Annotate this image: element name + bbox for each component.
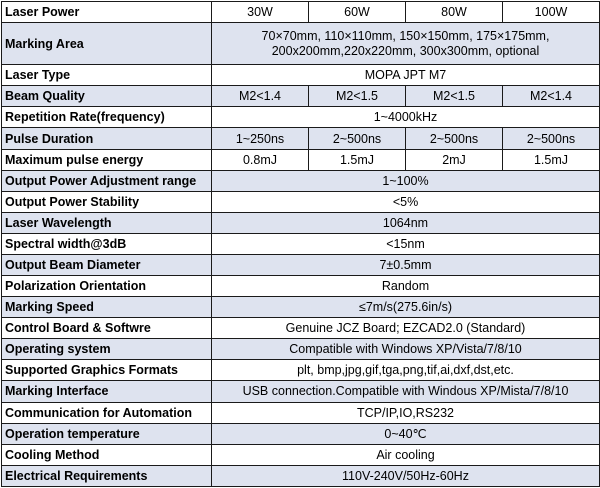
row-value: Genuine JCZ Board; EZCAD2.0 (Standard) xyxy=(212,318,600,339)
cell-value: M2<1.4 xyxy=(503,86,600,107)
row-label: Output Beam Diameter xyxy=(2,254,212,275)
row-value: TCP/IP,IO,RS232 xyxy=(212,402,600,423)
row-value: Random xyxy=(212,276,600,297)
table-row-laser-power xyxy=(2,2,600,23)
table-row-spectral-width xyxy=(2,233,600,254)
cell-value: 2~500ns xyxy=(309,128,406,149)
table-row-beam-diameter xyxy=(2,254,600,275)
row-label: Marking Speed xyxy=(2,297,212,318)
table-row-laser-type xyxy=(2,65,600,86)
cell-value: 2mJ xyxy=(406,149,503,170)
row-value xyxy=(212,23,600,65)
cell-value: M2<1.4 xyxy=(212,86,309,107)
row-label: Marking Area xyxy=(2,23,212,65)
table-row-max-pulse-energy xyxy=(2,149,600,170)
row-value: 0~40℃ xyxy=(212,423,600,444)
value-line: 200x200mm,220x220mm, 300x300mm, optional xyxy=(271,43,540,58)
row-value: plt, bmp,jpg,gif,tga,png,tif,ai,dxf,dst,etc. xyxy=(212,360,600,381)
row-label: Communication for Automation xyxy=(2,402,212,423)
row-label: Pulse Duration xyxy=(2,128,212,149)
row-label: Control Board & Softwre xyxy=(2,318,212,339)
row-value: 1~4000kHz xyxy=(212,107,600,128)
table-row-power-stability xyxy=(2,191,600,212)
row-label: Operating system xyxy=(2,339,212,360)
table-row-pulse-duration xyxy=(2,128,600,149)
value-line: 70×70mm, 110×110mm, 150×150mm, 175×175mm, xyxy=(261,28,550,43)
row-label: Maximum pulse energy xyxy=(2,149,212,170)
table-row-repetition-rate xyxy=(2,107,600,128)
cell-value: M2<1.5 xyxy=(406,86,503,107)
power-80w: 80W xyxy=(406,2,503,23)
row-label: Repetition Rate(frequency) xyxy=(2,107,212,128)
row-value: 1~100% xyxy=(212,170,600,191)
table-row-graphics-formats xyxy=(2,360,600,381)
cell-value: M2<1.5 xyxy=(309,86,406,107)
table-row-polarization xyxy=(2,276,600,297)
table-row-marking-speed xyxy=(2,297,600,318)
row-value: MOPA JPT M7 xyxy=(212,65,600,86)
row-label: Spectral width@3dB xyxy=(2,233,212,254)
table-row-beam-quality xyxy=(2,86,600,107)
table-row-marking-interface xyxy=(2,381,600,402)
power-100w: 100W xyxy=(503,2,600,23)
table-row-electrical-requirements xyxy=(2,465,600,486)
row-value: <15nm xyxy=(212,233,600,254)
row-label: Laser Type xyxy=(2,65,212,86)
table-row-marking-area xyxy=(2,23,600,65)
row-label: Laser Wavelength xyxy=(2,212,212,233)
power-60w: 60W xyxy=(309,2,406,23)
laser-spec-table xyxy=(1,1,600,487)
row-label: Output Power Adjustment range xyxy=(2,170,212,191)
row-value: 7±0.5mm xyxy=(212,254,600,275)
cell-value: 1.5mJ xyxy=(309,149,406,170)
table-row-communication xyxy=(2,402,600,423)
table-row-control-board xyxy=(2,318,600,339)
row-label: Marking Interface xyxy=(2,381,212,402)
row-label: Electrical Requirements xyxy=(2,465,212,486)
table-row-cooling-method xyxy=(2,444,600,465)
cell-value: 1.5mJ xyxy=(503,149,600,170)
row-value: USB connection.Compatible with Windous XP/Mista/7/8/10 xyxy=(212,381,600,402)
cell-value: 2~500ns xyxy=(406,128,503,149)
row-label: Laser Power xyxy=(2,2,212,23)
cell-value: 0.8mJ xyxy=(212,149,309,170)
row-label: Supported Graphics Formats xyxy=(2,360,212,381)
row-value: 110V-240V/50Hz-60Hz xyxy=(212,465,600,486)
table-row-wavelength xyxy=(2,212,600,233)
cell-value: 1~250ns xyxy=(212,128,309,149)
row-label: Output Power Stability xyxy=(2,191,212,212)
row-label: Operation temperature xyxy=(2,423,212,444)
table-row-power-adjustment xyxy=(2,170,600,191)
row-value: 1064nm xyxy=(212,212,600,233)
power-30w: 30W xyxy=(212,2,309,23)
row-label: Cooling Method xyxy=(2,444,212,465)
table-row-operating-system xyxy=(2,339,600,360)
row-label: Beam Quality xyxy=(2,86,212,107)
row-value: ≤7m/s(275.6in/s) xyxy=(212,297,600,318)
row-value: Compatible with Windows XP/Vista/7/8/10 xyxy=(212,339,600,360)
cell-value: 2~500ns xyxy=(503,128,600,149)
table-row-operation-temperature xyxy=(2,423,600,444)
row-value: Air cooling xyxy=(212,444,600,465)
row-label: Polarization Orientation xyxy=(2,276,212,297)
row-value: <5% xyxy=(212,191,600,212)
